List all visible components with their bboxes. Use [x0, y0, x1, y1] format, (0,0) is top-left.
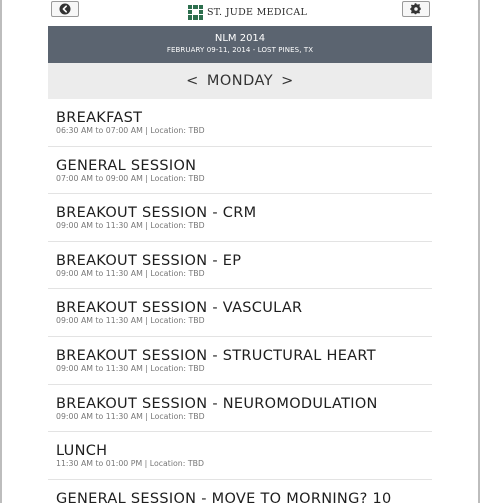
- session-item-breakout-structural-heart[interactable]: [48, 337, 432, 385]
- session-title: BREAKOUT SESSION - EP: [56, 252, 242, 269]
- back-button[interactable]: [51, 1, 79, 17]
- event-title: NLM 2014: [214, 33, 266, 44]
- session-title: GENERAL SESSION - MOVE TO MORNING? 10: [56, 490, 392, 503]
- session-item-lunch[interactable]: [48, 432, 432, 480]
- session-meta: 09:00 AM to 11:30 AM | Location: TBD: [56, 363, 205, 373]
- session-meta: 06:30 AM to 07:00 AM | Location: TBD: [56, 126, 205, 135]
- day-navigator[interactable]: [48, 63, 432, 99]
- session-title: BREAKOUT SESSION - CRM: [56, 205, 257, 222]
- session-list: [48, 99, 432, 503]
- brand-mark-icon: [188, 5, 203, 20]
- next-day-button[interactable]: >: [281, 73, 294, 89]
- session-meta: 09:00 AM to 11:30 AM | Location: TBD: [56, 268, 205, 278]
- gear-icon: [410, 3, 422, 15]
- session-meta: 07:00 AM to 09:00 AM | Location: TBD: [56, 173, 205, 183]
- session-item-breakout-neuromodulation[interactable]: [48, 385, 432, 433]
- session-item-breakout-ep[interactable]: [48, 242, 432, 290]
- event-header: [48, 26, 432, 63]
- current-day-label: MONDAY: [206, 73, 274, 89]
- prev-day-button[interactable]: <: [186, 73, 199, 89]
- session-title: BREAKOUT SESSION - VASCULAR: [56, 300, 303, 317]
- session-item-general-session[interactable]: [48, 147, 432, 195]
- session-title: LUNCH: [56, 443, 108, 460]
- session-title: GENERAL SESSION: [56, 157, 197, 174]
- session-title: BREAKOUT SESSION - NEUROMODULATION: [56, 395, 378, 412]
- chevron-left-icon: [59, 3, 71, 15]
- session-meta: 09:00 AM to 11:30 AM | Location: TBD: [56, 411, 205, 421]
- brand-logo: [188, 4, 307, 20]
- session-item-breakout-crm[interactable]: [48, 194, 432, 242]
- event-subtitle: FEBRUARY 09-11, 2014 - LOST PINES, TX: [166, 46, 314, 54]
- brand-name: ST. JUDE MEDICAL: [207, 6, 308, 18]
- session-meta: 09:00 AM to 11:30 AM | Location: TBD: [56, 221, 205, 231]
- session-item-general-session-move[interactable]: [48, 480, 432, 503]
- content-column: [48, 0, 432, 503]
- settings-button[interactable]: [402, 1, 430, 17]
- left-edge: [0, 0, 2, 503]
- session-title: BREAKOUT SESSION - STRUCTURAL HEART: [56, 347, 376, 364]
- session-item-breakfast[interactable]: [48, 99, 432, 147]
- session-meta: 11:30 AM to 01:00 PM | Location: TBD: [56, 459, 204, 469]
- session-title: BREAKFAST: [56, 110, 143, 126]
- top-bar: [48, 0, 432, 26]
- session-meta: 09:00 AM to 11:30 AM | Location: TBD: [56, 316, 205, 326]
- session-item-breakout-vascular[interactable]: [48, 289, 432, 337]
